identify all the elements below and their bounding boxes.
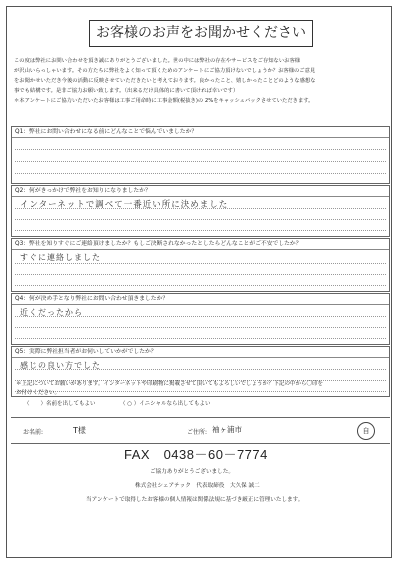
- option-initials[interactable]: （ ○ ）イニシャルなら出してもよい: [120, 401, 211, 407]
- fax-number: FAX 0438－60－7774: [124, 447, 268, 462]
- question-1-box: [11, 126, 390, 184]
- intro-text: [14, 56, 386, 106]
- question-4-label: Q4：何が決め手となり弊社にお問い合わせ頂きましたか？: [12, 294, 389, 305]
- seal-stamp: 自: [357, 422, 375, 440]
- option-full-name[interactable]: （ ）名前を出してもよい: [24, 401, 96, 407]
- consent-note: ＊上記についてお願いがあります。インターネットや印刷物に掲載させて頂いてもよろしいでしょうか？下記の中から〇印を: [16, 381, 323, 387]
- page-title: お客様のお声をお聞かせください: [89, 20, 313, 47]
- question-1-label: Q1：弊社にお問い合わせになる前にどんなことで悩んでいましたか？: [12, 127, 389, 138]
- question-5-label: Q5：実際に弊社担当者がお伺いしていかがでしたか？: [12, 347, 389, 358]
- question-2-box: [11, 185, 390, 237]
- intro-line: が沢山いらっしゃいます。その方たちに弊社をよく知って頂くためのアンケートにご協力頂けないでしょうか？お客様のご意見: [14, 68, 316, 74]
- question-3-box: [11, 238, 390, 292]
- intro-line: 事でも結構です。是非ご協力お願い致します。（出来るだけ具体的に書いて頂ければ幸いです）: [14, 88, 239, 94]
- company-info: 株式会社シェアテック 代表取締役 大久保 誠二: [135, 483, 260, 489]
- intro-line: ＊本アンケートにご協力いただいたお客様は工事ご用命時に工事金額(税抜き)の 2%をキャッシュバックさせていただきます。: [14, 98, 314, 104]
- customer-name: T様: [73, 426, 86, 435]
- intro-line: をお聞かせいただき今後の活動に反映させていただきたいと考えております。良かったこと、嬉しかったことどのような感想な: [14, 78, 316, 84]
- customer-row: [11, 417, 390, 444]
- question-2-label: Q2：何がきっかけで弊社をお知りになりましたか？: [12, 186, 389, 197]
- question-4-box: [11, 293, 390, 345]
- question-2-answer: インターネットで調べて一番近い所に決めました: [20, 200, 229, 210]
- question-5-box: [11, 346, 390, 397]
- question-5-answer: 感じの良い方でした: [20, 361, 101, 370]
- thanks-text: ご協力ありがとうございました。: [150, 469, 234, 475]
- question-4-answer: 近くだったから: [20, 308, 83, 317]
- question-3-label: Q3：弊社を知りすぐにご連絡頂けましたか？もしご決断されなかったとしたらどんなことがご不安でしたか？: [12, 239, 389, 250]
- address-label: ご住所:: [187, 429, 208, 436]
- consent-note-continued: お付けください。: [16, 390, 61, 396]
- name-label: お名前:: [23, 429, 44, 436]
- customer-address: 袖ヶ浦市: [212, 425, 242, 434]
- privacy-note: 当アンケートで取得したお客様の個人情報は関係法規に基づき厳正に管理いたします。: [86, 497, 304, 503]
- intro-line: この度は弊社にお問い合わせを頂き誠にありがとうございました。世の中には弊社の存在やサービスをご存知ないお客様: [14, 58, 301, 64]
- question-3-answer: すぐに連絡しました: [20, 253, 101, 262]
